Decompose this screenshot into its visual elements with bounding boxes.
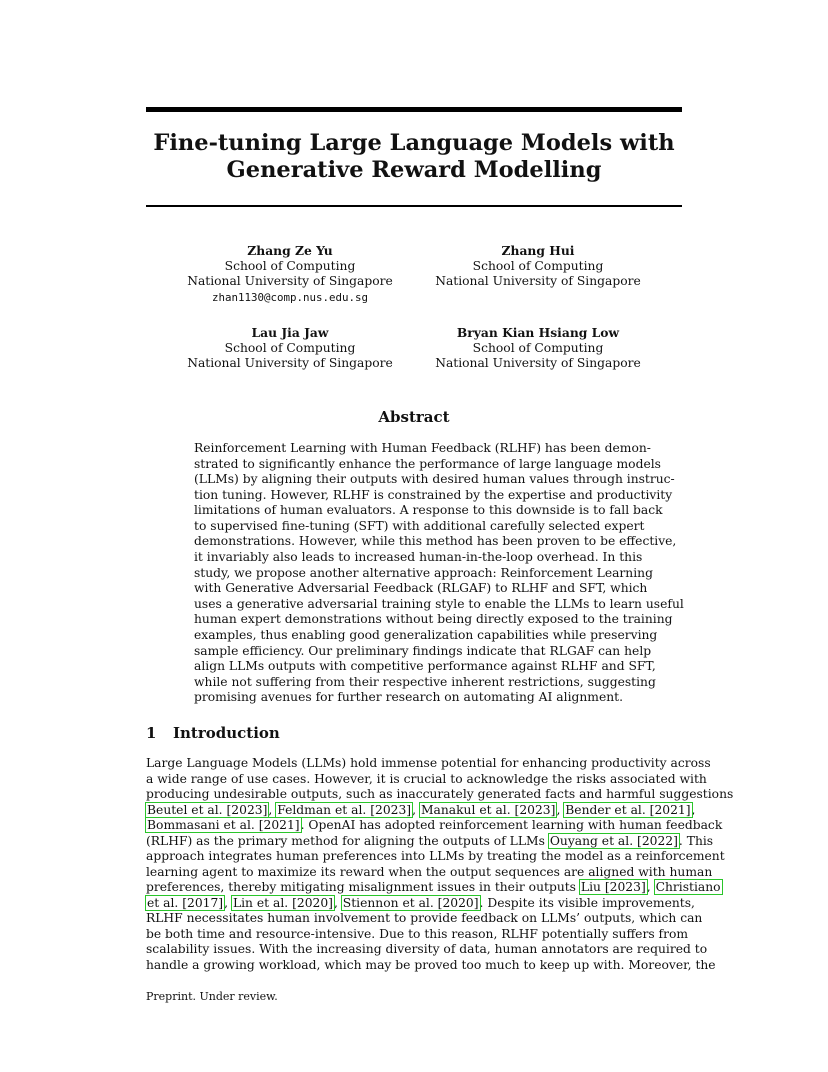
paper-title xyxy=(146,130,682,184)
text-line: Large Language Models (LLMs) hold immense potential for enhancing productivity across xyxy=(146,756,711,770)
author-affiliation-school: School of Computing xyxy=(472,258,604,273)
abstract-line: uses a generative adversarial training style to enable the LLMs to learn useful xyxy=(194,596,684,611)
author-affiliation-university: National University of Singapore xyxy=(435,356,641,370)
text-line: Beutel et al. [2023], Feldman et al. [2023], Manakul et al. [2023], Bender et al. [2021], xyxy=(147,802,696,817)
abstract-line: align LLMs outputs with competitive performance against RLHF and SFT, xyxy=(194,659,656,674)
abstract-line: Reinforcement Learning with Human Feedback (RLHF) has been demon- xyxy=(194,441,651,455)
citation-link[interactable]: Stiennon et al. [2020] xyxy=(342,895,479,910)
author-affiliation-university: National University of Singapore xyxy=(435,274,641,288)
text-line: be both time and resource-intensive. Due to this reason, RLHF potentially suffers from xyxy=(146,926,689,941)
citation-link[interactable]: Christiano xyxy=(655,880,721,894)
footer-note: Preprint. Under review. xyxy=(146,990,278,1003)
abstract-line: while not suffering from their respective inherent restrictions, suggesting xyxy=(194,674,656,689)
text-line: learning agent to maximize its reward when the output sequences are aligned with human xyxy=(146,864,713,879)
text-line xyxy=(146,818,723,834)
abstract-line: tion tuning. However, RLHF is constrained by the expertise and productivity xyxy=(194,487,673,502)
abstract-line: (LLMs) by aligning their outputs with desired human values through instruc- xyxy=(194,472,675,487)
text-line: handle a growing workload, which may be proved too much to keep up with. Moreover, the xyxy=(146,957,716,972)
abstract-line: study, we propose another alternative approach: Reinforcement Learning xyxy=(194,565,653,580)
title-line-2: Generative Reward Modelling xyxy=(226,157,602,183)
abstract-line: it invariably also leads to increased human-in-the-loop overhead. In this xyxy=(194,550,643,565)
author-name: Lau Jia Jaw xyxy=(251,325,329,340)
text-line: a wide range of use cases. However, it is crucial to acknowledge the risks associated with xyxy=(146,771,707,786)
abstract-heading: Abstract xyxy=(378,408,450,426)
citation-link[interactable]: Beutel et al. [2023] xyxy=(147,802,268,817)
text-line: approach integrates human preferences into LLMs by treating the model as a reinforcement xyxy=(146,849,725,863)
text-line: producing undesirable outputs, such as inaccurately generated facts and harmful suggestions xyxy=(146,787,734,801)
author-email[interactable]: zhan1130@comp.nus.edu.sg xyxy=(211,290,368,304)
title-top-rule xyxy=(146,107,682,112)
abstract-line: examples, thus enabling good generalization capabilities while preserving xyxy=(194,627,658,642)
text-span: (RLHF) as the primary method for aligning the outputs of LLMs xyxy=(146,833,545,848)
citation-link[interactable]: Manakul et al. [2023] xyxy=(420,802,556,817)
text-line: preferences, thereby mitigating misalignment issues in their outputs Liu [2023], Christiano xyxy=(146,880,721,894)
section-heading-introduction xyxy=(146,723,682,743)
abstract-body xyxy=(194,441,684,706)
abstract-line: promising avenues for further research on automating AI alignment. xyxy=(194,690,624,705)
author-block-3 xyxy=(170,325,410,372)
citation-link[interactable]: et al. [2017] xyxy=(147,895,224,910)
author-affiliation-university: National University of Singapore xyxy=(187,274,393,288)
title-bottom-rule xyxy=(146,205,682,207)
text-span: . OpenAI has adopted reinforcement learning with human feedback xyxy=(300,818,723,832)
author-name: Zhang Ze Yu xyxy=(247,243,333,258)
abstract-line: to supervised fine-tuning (SFT) with additional carefully selected expert xyxy=(194,518,645,533)
author-name: Bryan Kian Hsiang Low xyxy=(456,325,620,340)
abstract-line: sample efficiency. Our preliminary findings indicate that RLGAF can help xyxy=(194,643,652,658)
citation-link[interactable]: Bender et al. [2021] xyxy=(565,802,691,817)
introduction-body xyxy=(146,756,734,973)
citation-link[interactable]: Lin et al. [2020] xyxy=(232,895,333,910)
author-affiliation-school: School of Computing xyxy=(224,340,356,355)
citation-link[interactable]: Ouyang et al. [2022] xyxy=(549,833,678,848)
author-name: Zhang Hui xyxy=(501,243,575,258)
section-number: 1 xyxy=(146,724,157,742)
citation-link[interactable]: Bommasani et al. [2021] xyxy=(147,818,300,832)
text-span: . Despite its visible improvements, xyxy=(479,895,695,910)
abstract-line: demonstrations. However, while this method has been proven to be effective, xyxy=(194,534,677,549)
author-block-1 xyxy=(170,243,410,305)
abstract-line: strated to significantly enhance the performance of large language models xyxy=(194,456,661,471)
text-line: RLHF necessitates human involvement to provide feedback on LLMs’ outputs, which can xyxy=(146,911,703,925)
text-line: et al. [2017], Lin et al. [2020], Stiennon et al. [2020]. Despite its visible improvements, xyxy=(147,895,695,910)
author-block-2 xyxy=(418,243,658,290)
section-title: Introduction xyxy=(173,724,280,742)
text-span: . This xyxy=(678,833,714,848)
text-line: scalability issues. With the increasing diversity of data, human annotators are required to xyxy=(146,942,708,956)
text-line xyxy=(146,833,714,850)
author-block-4 xyxy=(418,325,658,372)
author-affiliation-school: School of Computing xyxy=(472,340,604,355)
abstract-line: limitations of human evaluators. A response to this downside is to fall back xyxy=(194,503,663,518)
title-line-1: Fine-tuning Large Language Models with xyxy=(153,130,675,156)
citation-link[interactable]: Liu [2023] xyxy=(580,880,646,894)
abstract-line: human expert demonstrations without being directly exposed to the training xyxy=(194,612,673,627)
abstract-line: with Generative Adversarial Feedback (RLGAF) to RLHF and SFT, which xyxy=(194,581,648,596)
text-span: preferences, thereby mitigating misalignment issues in their outputs xyxy=(146,880,576,894)
author-affiliation-university: National University of Singapore xyxy=(187,356,393,370)
citation-link[interactable]: Feldman et al. [2023] xyxy=(277,802,412,817)
author-affiliation-school: School of Computing xyxy=(224,258,356,273)
